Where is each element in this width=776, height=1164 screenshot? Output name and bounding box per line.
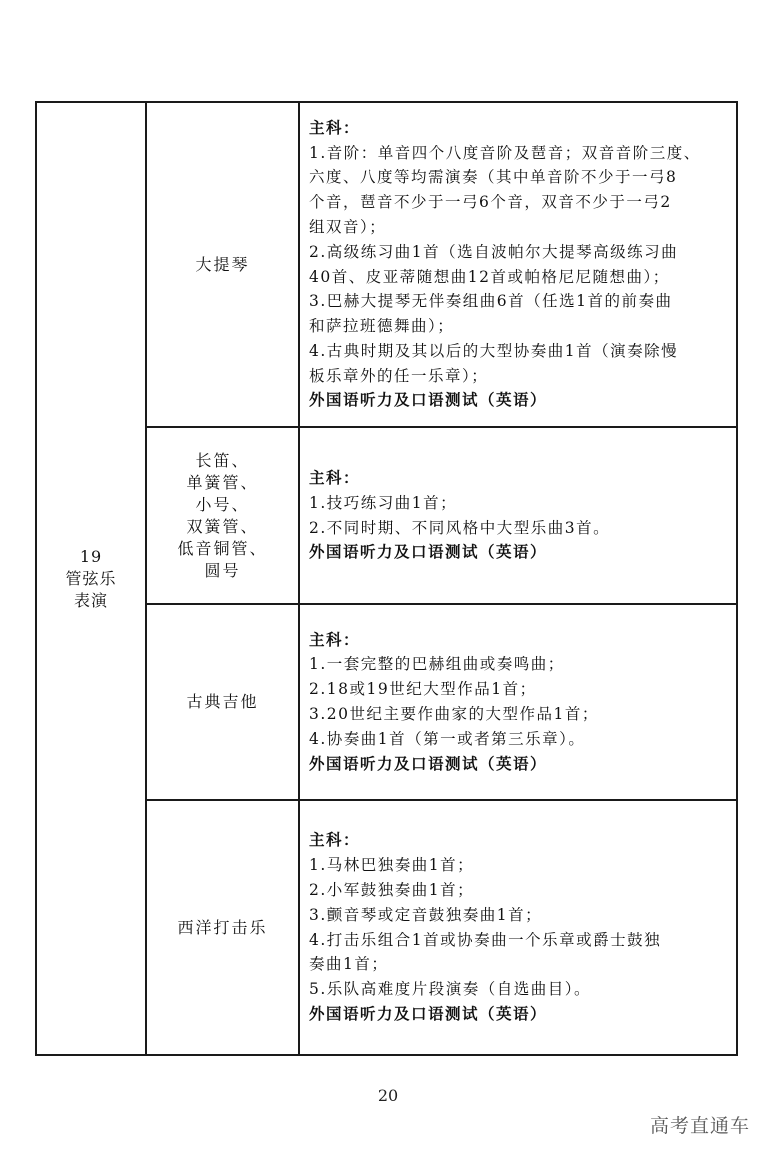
requirement-line: 1.一套完整的巴赫组曲或奏鸣曲； (309, 655, 565, 674)
requirement-line: 4.古典时期及其以后的大型协奏曲1首（演奏除慢 (309, 341, 679, 360)
requirement-line: 2.不同时期、不同风格中大型乐曲3首。 (309, 518, 611, 537)
language-test-line: 外国语听力及口语测试（英语） (309, 390, 548, 410)
requirement-line: 主科： (309, 830, 361, 850)
instrument-name: 单簧管、 (186, 472, 259, 492)
requirement-line: 主科： (309, 117, 361, 137)
requirement-line: 1.技巧练习曲1首； (309, 493, 458, 512)
language-test-line: 外国语听力及口语测试（英语） (309, 753, 548, 773)
instrument-cell-winds (146, 427, 299, 604)
instrument-cell-percussion (146, 800, 299, 1055)
requirement-line: 2.小军鼓独奏曲1首； (309, 880, 475, 899)
requirement-line: 板乐章外的任一乐章）； (309, 366, 489, 385)
requirement-line: 2.18或19世纪大型作品1首； (309, 680, 537, 699)
instrument-name: 长笛、 (195, 450, 250, 470)
category-name-line-2: 表演 (73, 590, 108, 610)
requirements-cell-percussion (299, 800, 737, 1055)
requirement-line: 4.协奏曲1首（第一或者第三乐章）。 (309, 729, 586, 748)
requirements-cell-cello (299, 102, 737, 427)
requirement-line: 主科： (309, 629, 361, 649)
instrument-name: 双簧管、 (186, 516, 259, 536)
requirements-table (35, 101, 738, 1056)
category-name-line-1: 管弦乐 (65, 568, 117, 588)
requirement-line: 2.高级练习曲1首（选自波帕尔大提琴高级练习曲 (309, 242, 679, 261)
requirements-text (309, 828, 726, 1026)
requirement-line: 主科： (309, 467, 361, 487)
requirement-line: 和萨拉班德舞曲）； (309, 317, 455, 336)
instrument-name: 低音铜管、 (177, 538, 268, 558)
requirement-line: 3.巴赫大提琴无伴奏组曲6首（任选1首的前奏曲 (309, 292, 673, 311)
requirements-text (309, 628, 726, 777)
requirement-line: 3.颤音琴或定音鼓独奏曲1首； (309, 905, 543, 924)
requirement-line: 1.马林巴独奏曲1首； (309, 856, 475, 875)
instrument-cell-guitar (146, 604, 299, 800)
requirements-cell-winds (299, 427, 737, 604)
language-test-line: 外国语听力及口语测试（英语） (309, 542, 548, 562)
requirement-line: 组双音）； (309, 217, 387, 236)
category-cell (36, 102, 146, 1055)
requirement-line: 六度、八度等均需演奏（其中单音阶不少于一弓8 (309, 168, 678, 187)
category-number: 19 (79, 546, 103, 566)
requirement-line: 40首、皮亚蒂随想曲12首或帕格尼尼随想曲）； (309, 267, 670, 286)
instrument-name: 古典吉他 (186, 692, 259, 711)
instrument-name: 圆号 (204, 560, 241, 580)
requirement-line: 3.20世纪主要作曲家的大型作品1首； (309, 705, 599, 723)
watermark: 高考直通车 (649, 1115, 750, 1137)
page-number: 20 (377, 1086, 399, 1105)
instrument-name: 小号、 (195, 494, 250, 514)
instrument-name: 西洋打击乐 (177, 917, 268, 937)
requirement-line: 4.打击乐组合1首或协奏曲一个乐章或爵士鼓独 (309, 930, 662, 949)
instrument-cell-cello (146, 102, 299, 427)
requirements-text (309, 466, 726, 565)
table-row (36, 102, 737, 427)
instrument-name: 大提琴 (195, 254, 250, 274)
requirements-cell-guitar (299, 604, 737, 800)
requirements-text (309, 116, 726, 414)
requirement-line: 个音，琶音不少于一弓6个音，双音不少于一弓2 (309, 193, 672, 212)
requirement-line: 5.乐队高难度片段演奏（自选曲目）。 (309, 980, 592, 999)
requirement-line: 1.音阶：单音四个八度音阶及琶音；双音音阶三度、 (309, 143, 701, 162)
language-test-line: 外国语听力及口语测试（英语） (309, 1003, 548, 1023)
requirement-line: 奏曲1首； (309, 955, 389, 974)
